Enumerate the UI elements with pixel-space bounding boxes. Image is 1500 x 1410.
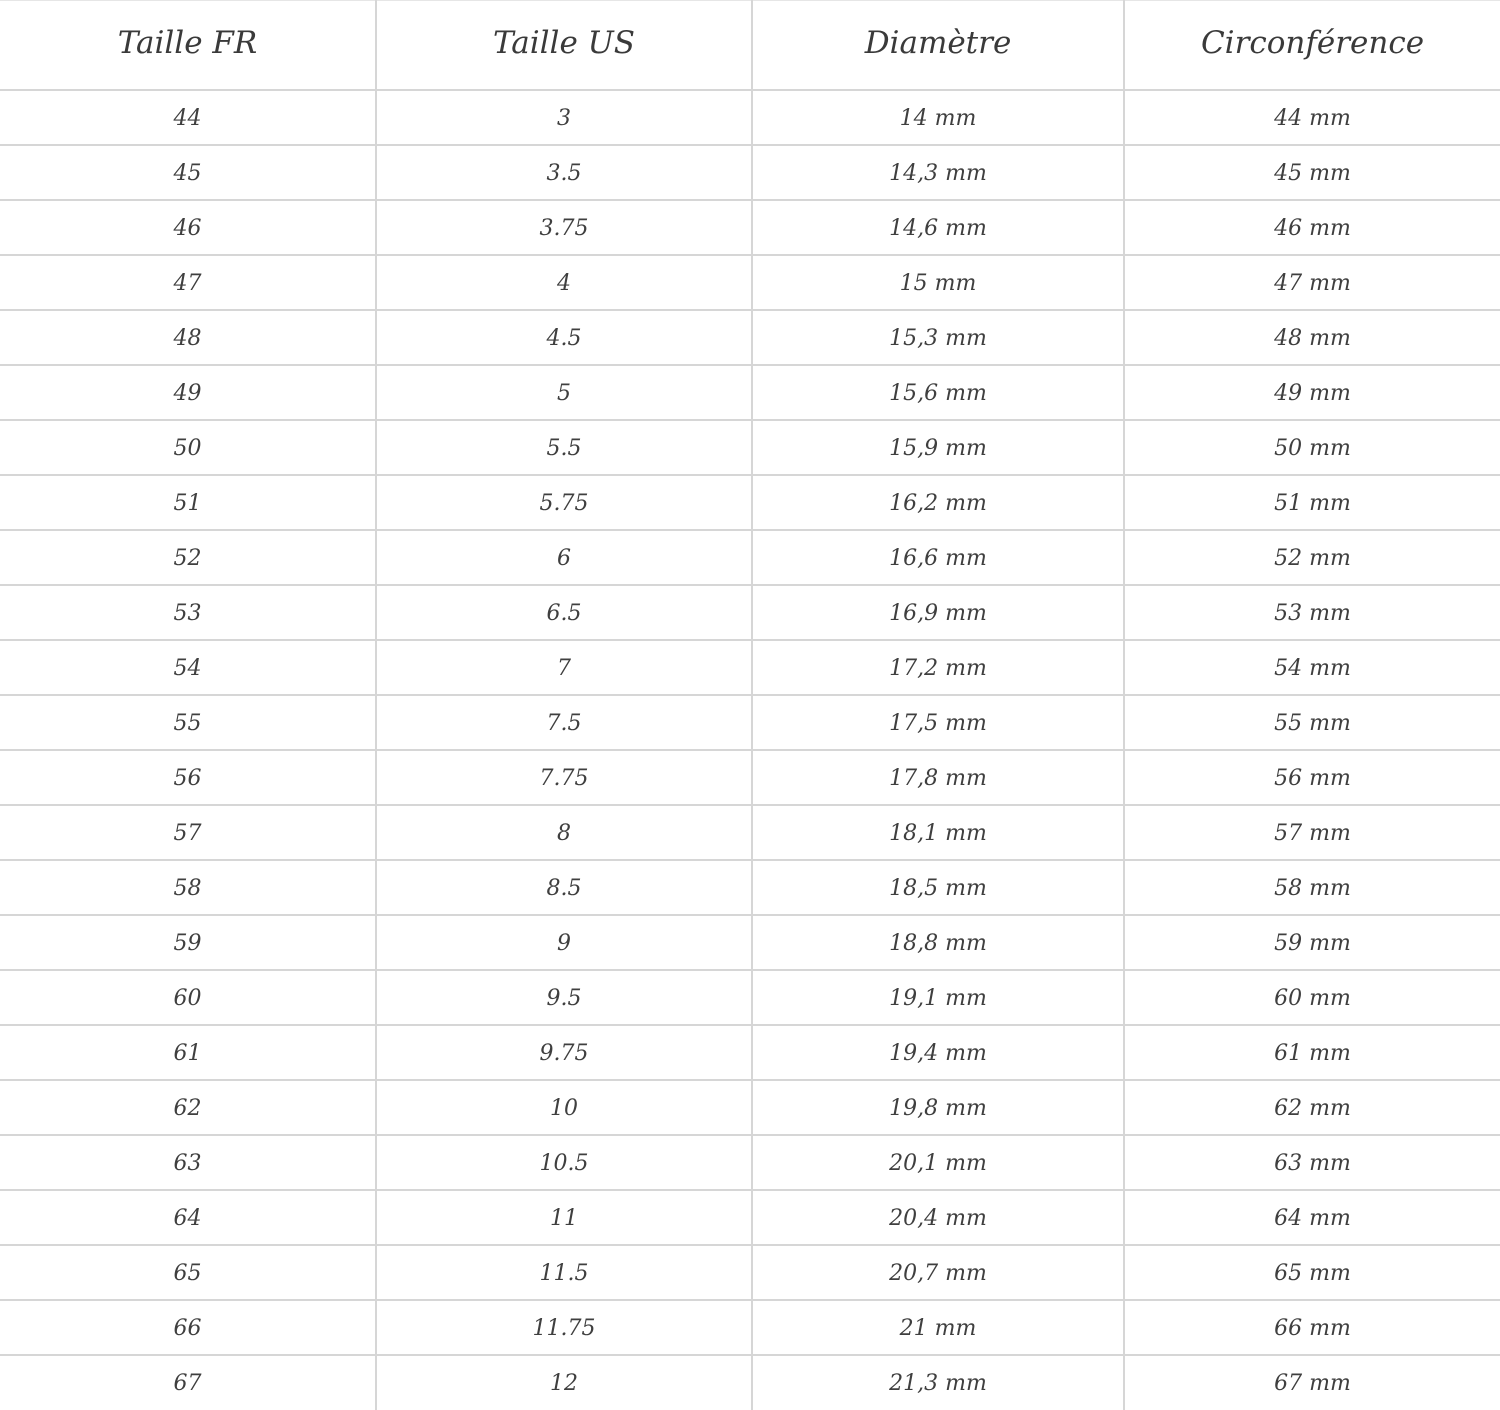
cell-taille-fr: 55 xyxy=(0,695,376,750)
cell-taille-fr: 61 xyxy=(0,1025,376,1080)
cell-diametre: 15,6 mm xyxy=(752,365,1124,420)
cell-diametre: 16,9 mm xyxy=(752,585,1124,640)
table-row xyxy=(0,1300,1500,1355)
cell-circonference: 67 mm xyxy=(1274,1371,1351,1396)
cell-taille-fr: 63 xyxy=(0,1135,376,1190)
cell-circonference: 46 mm xyxy=(1124,200,1500,255)
cell-diametre: 21,3 mm xyxy=(752,1355,1124,1410)
table-row xyxy=(0,255,1500,310)
table-header xyxy=(0,1,1500,90)
table-row xyxy=(0,695,1500,750)
cell-taille-fr: 60 xyxy=(0,970,376,1025)
table-row xyxy=(0,1190,1500,1245)
cell-taille-us: 5 xyxy=(376,365,752,420)
cell-diametre: 20,1 mm xyxy=(752,1135,1124,1190)
table-row xyxy=(0,475,1500,530)
cell-circonference: 57 mm xyxy=(1124,805,1500,860)
table-row xyxy=(0,310,1500,365)
cell-taille-us: 11.5 xyxy=(376,1245,752,1300)
table-row xyxy=(0,1245,1500,1300)
cell-diametre: 14,3 mm xyxy=(752,145,1124,200)
cell-taille-us: 9.5 xyxy=(376,970,752,1025)
cell-diametre: 18,1 mm xyxy=(752,805,1124,860)
cell-taille-us: 8 xyxy=(376,805,752,860)
cell-circonference: 59 mm xyxy=(1124,915,1500,970)
cell-taille-fr: 57 xyxy=(0,805,376,860)
cell-taille-fr: 46 xyxy=(0,200,376,255)
cell-taille-us: 7.5 xyxy=(376,695,752,750)
table-row xyxy=(0,640,1500,695)
cell-taille-us: 6 xyxy=(376,530,752,585)
cell-circonference: 64 mm xyxy=(1124,1190,1500,1245)
cell-diametre: 15 mm xyxy=(752,255,1124,310)
cell-taille-us: 6.5 xyxy=(376,585,752,640)
cell-circonference: 44 mm xyxy=(1124,90,1500,145)
cell-taille-us: 9 xyxy=(376,915,752,970)
cell-taille-us: 10.5 xyxy=(376,1135,752,1190)
header-diametre: Diamètre xyxy=(752,1,1124,90)
cell-taille-us: 5.5 xyxy=(376,420,752,475)
cell-taille-fr: 50 xyxy=(0,420,376,475)
cell-taille-us: 8.5 xyxy=(376,860,752,915)
cell-taille-fr: 54 xyxy=(0,640,376,695)
table-row xyxy=(0,1080,1500,1135)
table-row xyxy=(0,145,1500,200)
cell-circonference: 63 mm xyxy=(1124,1135,1500,1190)
cell-taille-fr: 47 xyxy=(0,255,376,310)
table-row xyxy=(0,200,1500,255)
cell-taille-fr: 44 xyxy=(0,90,376,145)
cell-taille-fr: 56 xyxy=(0,750,376,805)
cell-circonference: 45 mm xyxy=(1124,145,1500,200)
cell-diametre: 20,7 mm xyxy=(752,1245,1124,1300)
cell-circonference: 50 mm xyxy=(1124,420,1500,475)
cell-taille-us: 5.75 xyxy=(376,475,752,530)
header-taille-fr: Taille FR xyxy=(0,1,376,90)
table-row xyxy=(0,860,1500,915)
cell-diametre: 19,4 mm xyxy=(752,1025,1124,1080)
cell-taille-us: 4 xyxy=(376,255,752,310)
table-row xyxy=(0,1355,1500,1410)
cell-taille-us: 4.5 xyxy=(376,310,752,365)
cell-diametre: 18,5 mm xyxy=(752,860,1124,915)
cell-diametre: 21 mm xyxy=(752,1300,1124,1355)
cell-diametre: 19,8 mm xyxy=(752,1080,1124,1135)
cell-circonference: 62 mm xyxy=(1124,1080,1500,1135)
table-row xyxy=(0,90,1500,145)
table-row xyxy=(0,1135,1500,1190)
table-row xyxy=(0,915,1500,970)
cell-taille-fr: 48 xyxy=(0,310,376,365)
header-taille-us: Taille US xyxy=(376,1,752,90)
cell-taille-us: 3.5 xyxy=(376,145,752,200)
table-row xyxy=(0,750,1500,805)
cell-diametre: 15,3 mm xyxy=(752,310,1124,365)
table-row xyxy=(0,970,1500,1025)
cell-taille-fr: 58 xyxy=(0,860,376,915)
cell-diametre: 20,4 mm xyxy=(752,1190,1124,1245)
cell-circonference: 49 mm xyxy=(1124,365,1500,420)
cell-taille-us: 7 xyxy=(376,640,752,695)
cell-circonference: 52 mm xyxy=(1124,530,1500,585)
cell-taille-us: 7.75 xyxy=(376,750,752,805)
cell-taille-us: 3.75 xyxy=(376,200,752,255)
table-row xyxy=(0,805,1500,860)
cell-taille-fr: 67 xyxy=(0,1355,376,1410)
cell-circonference: 51 mm xyxy=(1124,475,1500,530)
cell-diametre: 18,8 mm xyxy=(752,915,1124,970)
table-row xyxy=(0,420,1500,475)
cell-circonference: 61 mm xyxy=(1124,1025,1500,1080)
cell-taille-fr: 51 xyxy=(0,475,376,530)
cell-taille-fr: 65 xyxy=(0,1245,376,1300)
table-row xyxy=(0,585,1500,640)
cell-taille-fr: 66 xyxy=(0,1300,376,1355)
cell-diametre: 16,2 mm xyxy=(752,475,1124,530)
cell-circonference: 65 mm xyxy=(1124,1245,1500,1300)
cell-taille-us: 10 xyxy=(376,1080,752,1135)
cell-circonference: 48 mm xyxy=(1124,310,1500,365)
table-body xyxy=(0,90,1500,1410)
cell-taille-us: 11.75 xyxy=(376,1300,752,1355)
cell-diametre: 14,6 mm xyxy=(752,200,1124,255)
cell-diametre: 19,1 mm xyxy=(752,970,1124,1025)
cell-circonference: 66 mm xyxy=(1124,1300,1500,1355)
cell-diametre: 14 mm xyxy=(752,90,1124,145)
header-row xyxy=(0,1,1500,90)
cell-circonference: 56 mm xyxy=(1124,750,1500,805)
cell-diametre: 15,9 mm xyxy=(752,420,1124,475)
cell-taille-us: 9.75 xyxy=(376,1025,752,1080)
cell-circonference: 58 mm xyxy=(1124,860,1500,915)
cell-diametre: 17,8 mm xyxy=(752,750,1124,805)
cell-taille-fr: 52 xyxy=(0,530,376,585)
cell-taille-fr: 49 xyxy=(0,365,376,420)
table-row xyxy=(0,530,1500,585)
cell-circonference: 53 mm xyxy=(1124,585,1500,640)
cell-circonference: 54 mm xyxy=(1124,640,1500,695)
cell-diametre: 17,2 mm xyxy=(752,640,1124,695)
cell-diametre: 17,5 mm xyxy=(752,695,1124,750)
cell-taille-fr: 45 xyxy=(0,145,376,200)
cell-taille-us: 11 xyxy=(376,1190,752,1245)
cell-taille-fr: 64 xyxy=(0,1190,376,1245)
cell-taille-us: 3 xyxy=(376,90,752,145)
cell-taille-fr: 59 xyxy=(0,915,376,970)
header-circonference: Circonférence xyxy=(1124,1,1500,90)
cell-taille-us: 12 xyxy=(376,1355,752,1410)
cell-taille-fr: 53 xyxy=(0,585,376,640)
cell-diametre: 16,6 mm xyxy=(752,530,1124,585)
cell-taille-fr: 62 xyxy=(0,1080,376,1135)
cell-circonference: 47 mm xyxy=(1124,255,1500,310)
table-row xyxy=(0,1025,1500,1080)
cell-circonference: 60 mm xyxy=(1124,970,1500,1025)
cell-circonference: 55 mm xyxy=(1124,695,1500,750)
table-row xyxy=(0,365,1500,420)
